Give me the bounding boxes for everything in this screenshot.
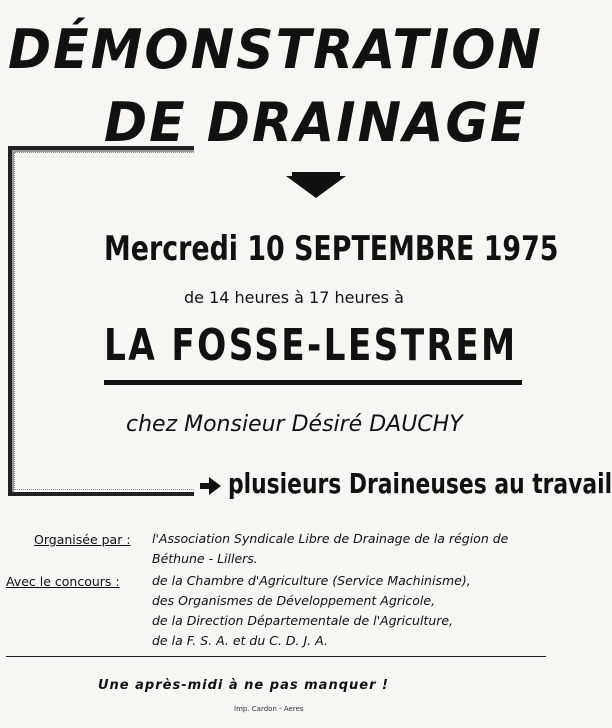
poster-title-line-1: DÉMONSTRATION xyxy=(8,18,543,82)
event-hours: de 14 heures à 17 heures à xyxy=(184,288,404,307)
support-line: de la F. S. A. et du C. D. J. A. xyxy=(152,633,328,648)
place-underline xyxy=(104,380,522,385)
organized-by-label: Organisée par : xyxy=(34,532,131,547)
event-host: chez Monsieur Désiré DAUCHY xyxy=(126,412,463,437)
organized-by-text xyxy=(152,529,508,569)
support-label: Avec le concours : xyxy=(6,574,120,589)
printer-credit: Imp. Cardon - Aeres xyxy=(234,705,304,713)
support-text xyxy=(152,571,471,651)
support-line: de la Direction Départementale de l'Agriculture, xyxy=(152,613,454,628)
event-place: LA FOSSE-LESTREM xyxy=(104,320,518,371)
support-line: de la Chambre d'Agriculture (Service Machinisme), xyxy=(152,573,471,588)
organized-line: Béthune - Lillers. xyxy=(152,551,258,566)
right-arrow-icon xyxy=(200,476,222,496)
down-arrow-icon xyxy=(286,176,346,198)
bottom-divider xyxy=(6,656,546,657)
event-date: Mercredi 10 SEPTEMBRE 1975 xyxy=(104,229,559,269)
slogan: Une après-midi à ne pas manquer ! xyxy=(98,678,389,693)
organized-line: l'Association Syndicale Libre de Drainage de la région de xyxy=(152,531,509,546)
machines-at-work: plusieurs Draineuses au travail xyxy=(228,467,612,500)
poster-title-line-2: DE DRAINAGE xyxy=(104,91,528,155)
support-line: des Organismes de Développement Agricole, xyxy=(152,593,436,608)
